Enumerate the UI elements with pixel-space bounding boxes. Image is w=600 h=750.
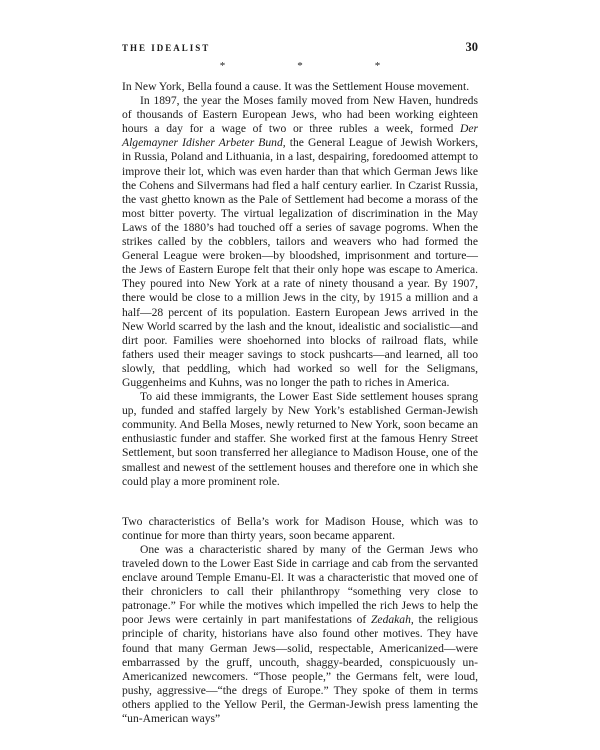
- page-number: 30: [465, 40, 478, 54]
- section-separator: [122, 60, 478, 72]
- paragraph-text: To aid these immigrants, the Lower East Side settlement houses sprang up, funded and staffed largely by New York’s established German-Jewish community. And Bella Moses, newly returned to New York, soon became an enthusiastic funder and staffer. She worked first at the famous Henry Street Settlement, but soon transferred her allegiance to Madison House, one of the smallest and newest of the settlement houses and therefore one in which she could play a more prominent role.: [122, 390, 478, 488]
- paragraph: [122, 543, 478, 726]
- paragraph-text: the religious principle of charity, historians have also found other motives. They have found that many German Jews—solid, respectable, Americanized—were embarrassed by the gruff, uncouth, shaggy-bearded, conspicuously un-Americanized newcomers. “Those people,” the Germans felt, were loud, pushy, aggressive—“the dregs of Europe.” They spoke of them in terms others applied to the Yellow Peril, the German-Jewish press lamenting the “un-American ways”: [122, 613, 478, 726]
- paragraph: [122, 390, 478, 489]
- running-title: THE IDEALIST: [122, 43, 211, 53]
- paragraph: [122, 515, 478, 543]
- paragraph-text: One was a characteristic shared by many of the German Jews who traveled down to the Lower East Side in carriage and cab from the servanted enclave around Temple Emanu-El. It was a characteristic that moved one of their chroniclers to call their philanthropy “something very close to patronage.” For while the motives which impelled the rich Jews to help the poor Jews were certainly in part manifestations of: [122, 542, 478, 627]
- paragraph: [122, 94, 478, 390]
- separator-asterisk: *: [297, 60, 303, 72]
- paragraph-text: In New York, Bella found a cause. It was the Settlement House movement.: [122, 80, 470, 93]
- italic-term: Zedakah,: [370, 613, 414, 627]
- separator-asterisk: *: [374, 60, 381, 72]
- body-text: [122, 80, 478, 726]
- italic-term: Der Algemayner Idisher Arbeter Bund,: [122, 122, 478, 150]
- separator-asterisk: *: [219, 60, 226, 72]
- paragraph: [122, 80, 478, 94]
- running-head: [122, 40, 478, 55]
- section-gap: [122, 489, 478, 515]
- paragraph-text: In 1897, the year the Moses family moved from New Haven, hundreds of thousands of Eastern European Jews, who had been working eighteen hours a day for a wage of two or three rubles a week, formed: [122, 94, 478, 136]
- paragraph-text: Two characteristics of Bella’s work for Madison House, which was to continue for more than thirty years, soon became apparent.: [122, 514, 478, 542]
- paragraph-text: the General League of Jewish Workers, in Russia, Poland and Lithuania, in a last, despairing, foredoomed attempt to improve their lot, which was even harder than that which German Jews like the Cohens and Silvermans had fled a half century earlier. In Czarist Russia, the vast ghetto known as the Pale of Settlement had become a morass of the most bitter poverty. The virtual legalization of discrimination in the May Laws of the 1880’s had touched off a series of savage pogroms. When the strikes called by the cobblers, tailors and weavers who had formed the General League were broken—by bloodshed, imprisonment and torture—the Jews of Eastern Europe felt that their only hope was escape to America. They poured into New York at a rate of ninety thousand a year. By 1907, there would be close to a million Jews in the city, by 1915 a million and a half—28 percent of its population. Eastern European Jews arrived in the New World scarred by the lash and the knout, idealistic and socialistic—and dirt poor. Families were shoehorned into blocks of railroad flats, while fathers used their meager savings to stock pushcarts—and learned, all too slowly, that peddling, which had worked so well for the Seligmans, Guggenheims and Kuhns, was no longer the path to riches in America.: [122, 136, 478, 389]
